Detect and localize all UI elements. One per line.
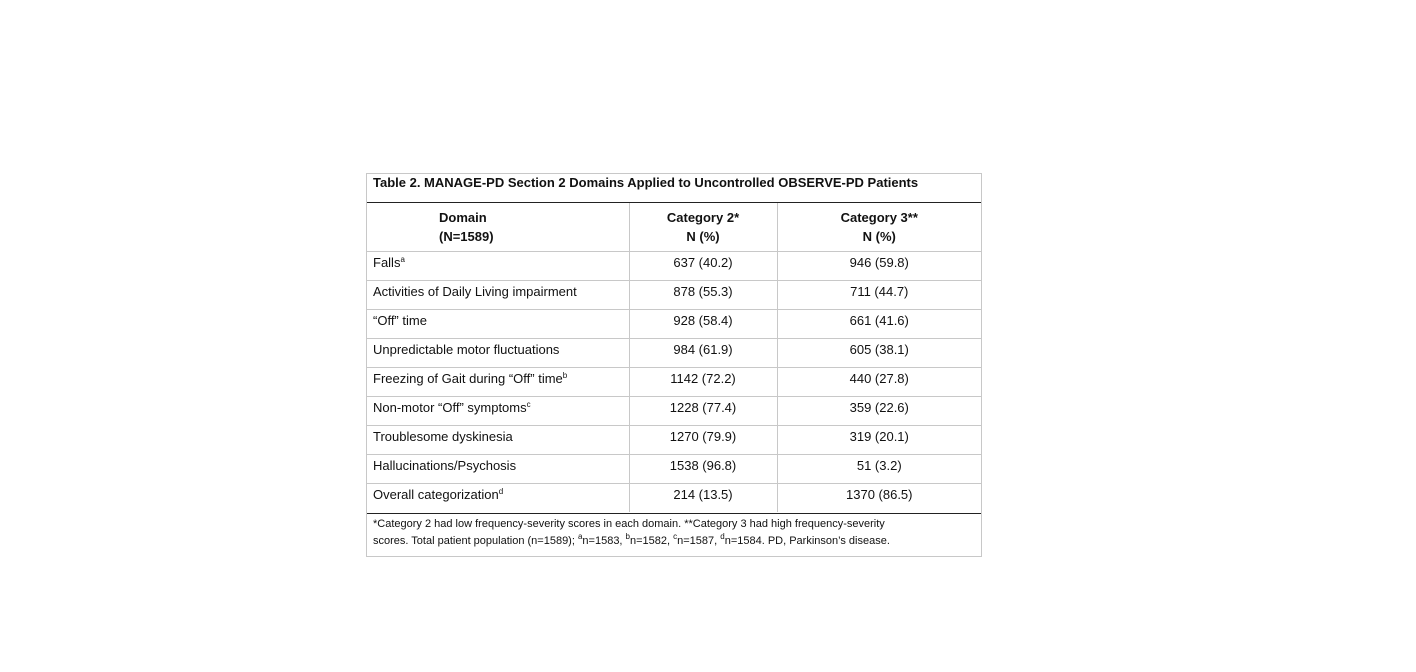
footnote-marker: c (673, 532, 678, 541)
category-3-cell: 319 (20.1) (777, 425, 981, 454)
footnote-text: n=1582, (630, 535, 674, 547)
category-2-cell: 1270 (79.9) (629, 425, 777, 454)
category-2-cell: 878 (55.3) (629, 280, 777, 309)
footnote-marker: c (526, 399, 531, 409)
category-3-cell: 51 (3.2) (777, 454, 981, 483)
table-row (367, 309, 981, 338)
table-row (367, 396, 981, 425)
category-2-cell: 928 (58.4) (629, 309, 777, 338)
domain-label: Unpredictable motor fluctuations (373, 341, 560, 357)
header-domain-n: (N=1589) (439, 229, 494, 244)
domain-label: Falls (373, 254, 401, 270)
table-bottom-rule (367, 513, 981, 514)
domain-cell (367, 396, 629, 425)
category-3-cell: 711 (44.7) (777, 280, 981, 309)
table-row (367, 425, 981, 454)
category-3-cell: 946 (59.8) (777, 251, 981, 280)
domain-cell (367, 483, 629, 512)
domain-label: Activities of Daily Living impairment (373, 283, 577, 299)
footnote-marker: d (720, 532, 725, 541)
footnote-marker: d (498, 486, 504, 496)
domain-cell (367, 251, 629, 280)
category-2-cell: 1538 (96.8) (629, 454, 777, 483)
footnote-marker: b (625, 532, 630, 541)
results-table-figure (366, 173, 982, 557)
domain-label: Troublesome dyskinesia (373, 428, 513, 444)
header-category-2-label: Category 2* (666, 210, 740, 225)
footnote-text: n=1584. PD, Parkinson’s disease. (724, 535, 890, 547)
header-category-2 (629, 203, 777, 251)
domain-cell (367, 280, 629, 309)
domain-label: “Off” time (373, 312, 427, 328)
table-row (367, 483, 981, 512)
category-2-cell: 1228 (77.4) (629, 396, 777, 425)
domain-label: Hallucinations/Psychosis (373, 457, 517, 473)
results-table (367, 203, 981, 512)
category-2-cell: 637 (40.2) (629, 251, 777, 280)
category-2-cell: 984 (61.9) (629, 338, 777, 367)
category-3-cell: 440 (27.8) (777, 367, 981, 396)
header-domain (367, 203, 629, 251)
header-category-3 (777, 203, 981, 251)
domain-label: Non-motor “Off” symptoms (373, 399, 527, 415)
category-3-cell: 605 (38.1) (777, 338, 981, 367)
header-category-2-unit: N (%) (686, 229, 720, 244)
domain-cell (367, 454, 629, 483)
footnote-marker: a (577, 532, 583, 541)
domain-cell (367, 338, 629, 367)
domain-cell (367, 309, 629, 338)
category-2-cell: 1142 (72.2) (629, 367, 777, 396)
footnote-line-2 (373, 533, 969, 550)
domain-label: Overall categorization (373, 486, 499, 502)
footnote-line-1: *Category 2 had low frequency-severity scores in each domain. **Category 3 had high frequency-severity (373, 518, 885, 530)
table-footnote (373, 516, 969, 550)
header-category-3-unit: N (%) (862, 229, 896, 244)
header-category-3-label: Category 3** (840, 210, 918, 225)
footnote-marker: a (400, 254, 405, 264)
table-header-row (367, 203, 981, 251)
domain-cell (367, 367, 629, 396)
footnote-text: scores. Total patient population (n=1589); (373, 535, 578, 547)
category-3-cell: 661 (41.6) (777, 309, 981, 338)
table-row (367, 338, 981, 367)
header-domain-label: Domain (439, 210, 487, 225)
table-row (367, 251, 981, 280)
table-row (367, 454, 981, 483)
domain-cell (367, 425, 629, 454)
category-3-cell: 1370 (86.5) (846, 486, 913, 502)
footnote-text: n=1587, (677, 535, 721, 547)
category-3-cell: 359 (22.6) (777, 396, 981, 425)
footnote-text: n=1583, (582, 535, 626, 547)
footnote-marker: b (562, 370, 568, 380)
domain-label: Freezing of Gait during “Off” time (373, 370, 563, 386)
table-title: Table 2. MANAGE-PD Section 2 Domains Applied to Uncontrolled OBSERVE-PD Patients (373, 175, 919, 190)
table-row (367, 367, 981, 396)
category-2-cell: 214 (13.5) (629, 483, 777, 512)
table-row (367, 280, 981, 309)
